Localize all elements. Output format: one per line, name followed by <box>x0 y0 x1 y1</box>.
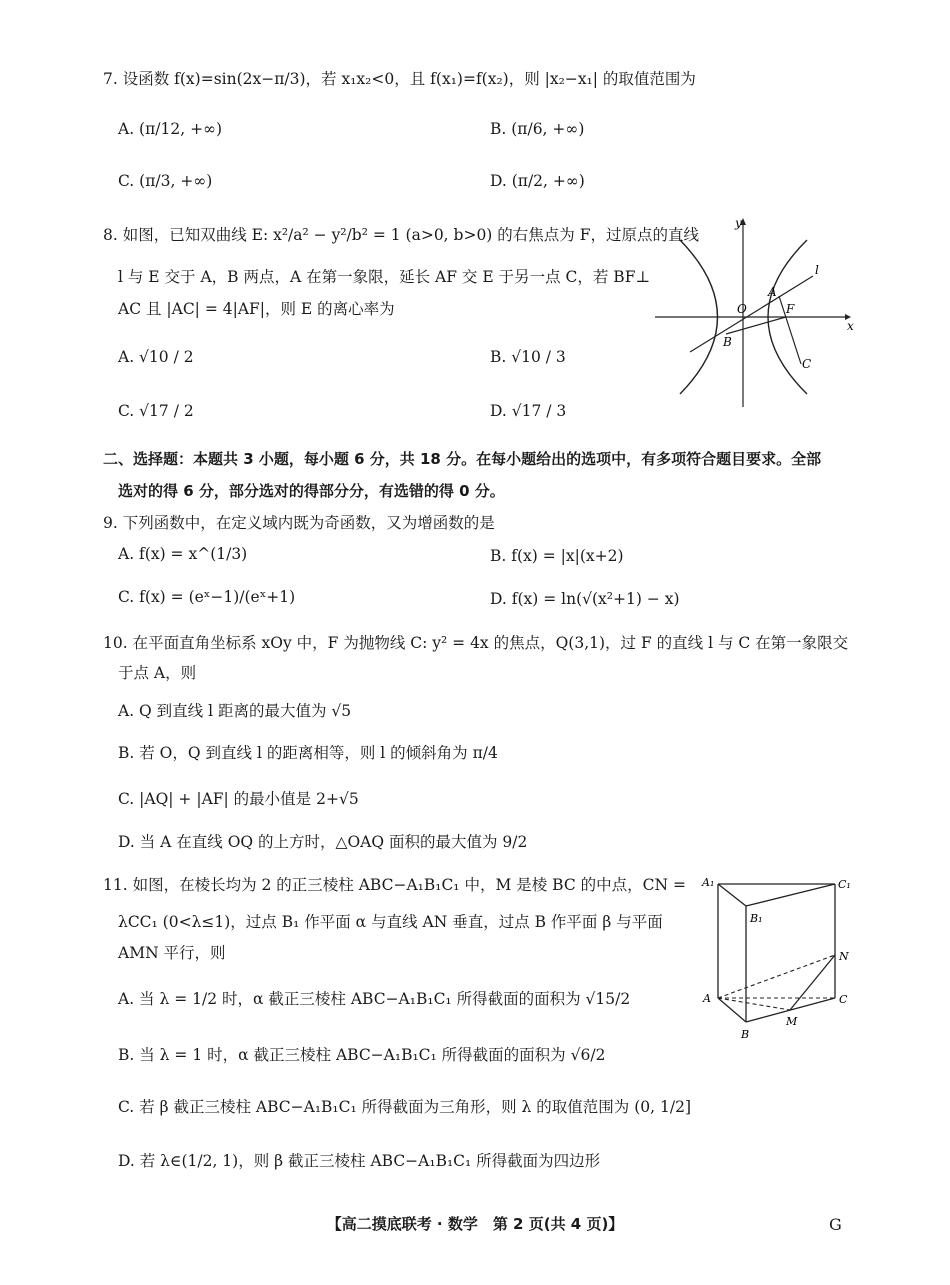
q8-option-c: C. √17 / 2 <box>118 402 194 420</box>
q8-option-a: A. √10 / 2 <box>118 348 194 366</box>
q7-option-b: B. (π/6, +∞) <box>490 120 585 138</box>
q8-stem-line1: 8. 如图，已知双曲线 E: x²/a² − y²/b² = 1 (a>0, b>0) 的右焦点为 F，过原点的直线 <box>103 226 699 244</box>
q7-option-d: D. (π/2, +∞) <box>490 172 585 190</box>
edge-b1c1 <box>746 884 835 906</box>
label-m: M <box>786 1015 798 1028</box>
label-a: A <box>703 992 711 1005</box>
q8-option-d: D. √17 / 3 <box>490 402 567 420</box>
label-a: A <box>768 285 777 299</box>
label-n: N <box>839 950 849 963</box>
hyperbola-figure <box>655 212 860 407</box>
q8-stem-line3: AC 且 |AC| = 4|AF|，则 E 的离心率为 <box>118 300 395 318</box>
q9-stem: 9. 下列函数中，在定义域内既为奇函数，又为增函数的是 <box>103 514 495 532</box>
line-l <box>690 276 813 352</box>
q9-option-a: A. f(x) = x^(1/3) <box>118 545 248 563</box>
label-b: B <box>741 1028 750 1041</box>
q11-option-d: D. 若 λ∈(1/2, 1)，则 β 截正三棱柱 ABC−A₁B₁C₁ 所得截面为四边形 <box>118 1152 601 1170</box>
q10-option-a: A. Q 到直线 l 距离的最大值为 √5 <box>118 702 352 720</box>
q9-option-b: B. f(x) = |x|(x+2) <box>490 547 624 565</box>
q11-stem-line1: 11. 如图，在棱长均为 2 的正三棱柱 ABC−A₁B₁C₁ 中，M 是棱 BC 的中点，CN = <box>103 876 686 894</box>
q11-option-c: C. 若 β 截正三棱柱 ABC−A₁B₁C₁ 所得截面为三角形，则 λ 的取值范围为 (0, 1/2] <box>118 1098 691 1116</box>
q10-option-c: C. |AQ| + |AF| 的最小值是 2+√5 <box>118 790 359 808</box>
q7-option-a: A. (π/12, +∞) <box>118 120 223 138</box>
q10-stem-line1: 10. 在平面直角坐标系 xOy 中，F 为抛物线 C: y² = 4x 的焦点，Q(3,1)，过 F 的直线 l 与 C 在第一象限交 <box>103 634 849 652</box>
version-tag: G <box>829 1215 842 1234</box>
section-2-line1: 二、选择题：本题共 3 小题，每小题 6 分，共 18 分。在每小题给出的选项中，有多项符合题目要求。全部 <box>103 450 822 468</box>
q11-stem-line2: λCC₁ (0<λ≤1)，过点 B₁ 作平面 α 与直线 AN 垂直，过点 B 作平面 β 与平面 <box>118 913 663 931</box>
label-f: F <box>786 302 795 316</box>
q7-stem: 7. 设函数 f(x)=sin(2x−π/3)，若 x₁x₂<0，且 f(x₁)=f(x₂)，则 |x₂−x₁| 的取值范围为 <box>103 70 696 88</box>
q8-stem-line2: l 与 E 交于 A，B 两点，A 在第一象限，延长 AF 交 E 于另一点 C，若 BF⊥ <box>118 268 651 286</box>
q10-option-d: D. 当 A 在直线 OQ 的上方时，△OAQ 面积的最大值为 9/2 <box>118 833 528 851</box>
label-b1: B₁ <box>750 912 763 925</box>
q7-option-c: C. (π/3, +∞) <box>118 172 213 190</box>
label-c: C <box>802 357 812 371</box>
label-c: C <box>839 993 848 1006</box>
segment-bf <box>726 317 786 334</box>
label-x: x <box>847 319 854 333</box>
page-footer: 【高二摸底联考 · 数学 第 2 页(共 4 页)】 <box>326 1215 624 1233</box>
q9-option-d: D. f(x) = ln(√(x²+1) − x) <box>490 590 680 608</box>
q11-option-a: A. 当 λ = 1/2 时，α 截正三棱柱 ABC−A₁B₁C₁ 所得截面的面积为 √15/2 <box>118 990 631 1008</box>
q9-option-c: C. f(x) = (eˣ−1)/(eˣ+1) <box>118 588 296 606</box>
q10-stem-line2: 于点 A，则 <box>118 664 197 682</box>
edge-a1b1 <box>718 884 746 906</box>
q8-option-b: B. √10 / 3 <box>490 348 566 366</box>
q11-option-b: B. 当 λ = 1 时，α 截正三棱柱 ABC−A₁B₁C₁ 所得截面的面积为 √6/2 <box>118 1046 606 1064</box>
q10-option-b: B. 若 O，Q 到直线 l 的距离相等，则 l 的倾斜角为 π/4 <box>118 744 498 762</box>
label-c1: C₁ <box>838 878 851 891</box>
segment-am <box>718 998 790 1010</box>
label-b: B <box>723 335 732 349</box>
label-y: y <box>735 216 742 230</box>
q11-stem-line3: AMN 平行，则 <box>118 944 226 962</box>
label-o: O <box>737 302 747 316</box>
prism-figure <box>700 872 860 1047</box>
label-a1: A₁ <box>702 876 715 889</box>
section-2-line2: 选对的得 6 分，部分选对的得部分分，有选错的得 0 分。 <box>118 482 505 500</box>
label-l: l <box>815 263 819 277</box>
